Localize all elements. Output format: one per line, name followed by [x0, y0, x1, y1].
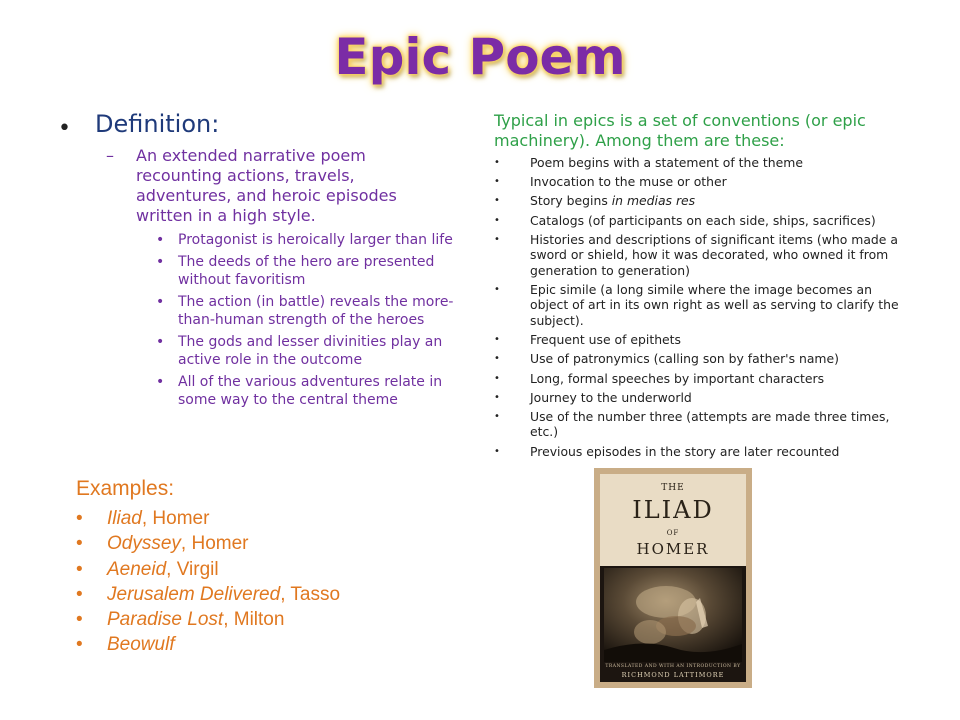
example-work: Odyssey	[107, 533, 181, 555]
convention-item: • Journey to the underworld	[494, 389, 692, 405]
definition-dash: –	[106, 146, 114, 165]
book-of: OF	[666, 529, 680, 537]
example-item: • Beowulf	[76, 634, 175, 656]
book-title: ILIAD	[632, 496, 714, 524]
convention-item: • Long, formal speeches by important characters	[494, 370, 825, 386]
example-author: , Milton	[223, 609, 285, 631]
book-cover-painting	[604, 568, 742, 662]
convention-item: • Use of patronymics (calling son by father's name)	[494, 351, 839, 367]
definition-text: An extended narrative poem recounting actions, travels, adventures, and heroic episodes written in a high style.	[136, 146, 397, 225]
book-cover-inner	[600, 474, 746, 682]
definition-label: Definition:	[95, 110, 220, 138]
example-author: , Tasso	[280, 583, 341, 605]
iliad-book-cover	[594, 468, 752, 688]
example-author: , Virgil	[166, 558, 219, 580]
definition-point: • The gods and lesser divinities play an active role in the outcome	[156, 334, 443, 368]
slide-title: Epic Poem	[334, 28, 626, 86]
book-title-panel	[600, 474, 746, 566]
definition-point: • The action (in battle) reveals the more-than-human strength of the heroes	[156, 294, 454, 328]
definition-points-list	[156, 231, 466, 413]
definition-point: • The deeds of the hero are presented without favoritism	[156, 254, 435, 288]
convention-item: • Story begins in medias res	[494, 193, 696, 209]
example-author: , Homer	[180, 533, 249, 555]
definition-bullet: •	[58, 116, 71, 141]
definition-point: • All of the various adventures relate in some way to the central theme	[156, 374, 443, 408]
convention-item: • Epic simile (a long simile where the image becomes an object of art in its own right as well as serving to clarify the subject).	[494, 281, 899, 328]
book-translator: RICHMOND LATTIMORE	[621, 671, 725, 679]
example-work: Jerusalem Delivered	[107, 583, 281, 605]
convention-item: • Use of the number three (attempts are made three times, etc.)	[494, 408, 890, 440]
convention-item: • Histories and descriptions of significant items (who made a sword or shield, how it was decorated, who owned it from generation to generation)	[494, 231, 898, 278]
example-work: Aeneid	[107, 558, 167, 580]
example-item: • Paradise Lost, Milton	[76, 609, 285, 631]
example-item: • Odyssey, Homer	[76, 533, 249, 555]
convention-item: • Frequent use of epithets	[494, 332, 681, 348]
conventions-list	[494, 155, 914, 463]
example-work: Iliad	[107, 508, 142, 529]
examples-list	[76, 506, 340, 658]
convention-item: • Invocation to the muse or other	[494, 174, 727, 190]
example-author: , Homer	[141, 508, 210, 529]
conventions-intro: Typical in epics is a set of conventions (or epic machinery). Among them are these:	[494, 111, 866, 150]
example-item: • Jerusalem Delivered, Tasso	[76, 583, 341, 605]
book-translated-by: TRANSLATED AND WITH AN INTRODUCTION BY	[605, 664, 741, 669]
book-author: HOMER	[636, 540, 710, 558]
convention-item: • Poem begins with a statement of the theme	[494, 155, 803, 170]
example-item: • Aeneid, Virgil	[76, 558, 219, 580]
convention-item: • Previous episodes in the story are later recounted	[494, 443, 840, 459]
convention-italic: in medias res	[611, 193, 696, 209]
example-item: • Iliad, Homer	[76, 508, 210, 529]
example-work: Beowulf	[107, 634, 175, 656]
definition-point: • Protagonist is heroically larger than life	[156, 232, 453, 248]
example-work: Paradise Lost	[107, 609, 224, 631]
examples-label: Examples:	[76, 477, 175, 500]
book-the: THE	[661, 483, 685, 493]
convention-item: • Catalogs (of participants on each side, ships, sacrifices)	[494, 212, 876, 228]
